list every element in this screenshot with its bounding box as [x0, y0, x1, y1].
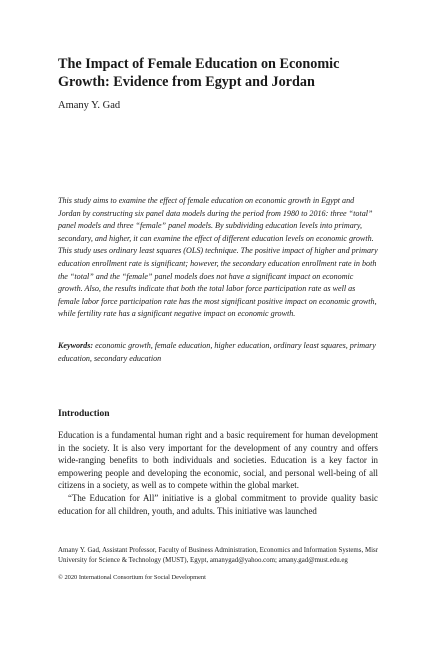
paper-title: The Impact of Female Education on Economic Growth: Evidence from Egypt and Jordan [58, 56, 340, 90]
introduction-paragraph-2: “The Education for All” initiative is a global commitment to provide quality basic education for all children, youth, and adults. This initiative was launched [58, 492, 378, 516]
author-footnote: Amany Y. Gad, Assistant Professor, Faculty of Business Administration, Economics and Information Systems, Misr University for Science & Technology (MUST), Egypt, amanygad@yahoo.com; amany.gad@must.edu.eg [58, 547, 378, 565]
introduction-paragraph-1: Education is a fundamental human right and a basic requirement for human development in the society. It is also very important for the development of any country and offers wide-ranging benefits to both individuals and societies. Education is a key factor in empowering people and developing the economic, social, and personal well-being of all citizens in a society, as well as to compete within the global market. [58, 430, 378, 491]
keywords [58, 340, 378, 365]
introduction-body [58, 429, 378, 517]
keywords-label: Keywords: [58, 341, 94, 350]
section-heading-introduction: Introduction [58, 409, 110, 419]
author-name: Amany Y. Gad [58, 100, 121, 111]
copyright-notice: © 2020 International Consortium for Social Development [58, 574, 206, 581]
abstract: This study aims to examine the effect of female education on economic growth in Egypt and Jordan by constructing six panel data models during the period from 1980 to 2016: three “total” panel models and three “female” panel models. By subdividing education levels into primary, secondary, and higher, it can examine the effect of different education levels on economic growth. This study uses ordinary least squares (OLS) technique. The positive impact of higher and primary education enrollment rate is significant; however, the secondary education enrollment rate in both the “total” and the “female” panel models does not have a significant impact on economic growth. Also, the results indicate that both the total labor force participation rate as well as female labor force participation rate has the most significant positive impact on economic growth, while fertility rate has a significant negative impact on economic growth. [58, 196, 378, 319]
keywords-text: economic growth, female education, higher education, ordinary least squares, primary education, secondary education [58, 341, 376, 363]
